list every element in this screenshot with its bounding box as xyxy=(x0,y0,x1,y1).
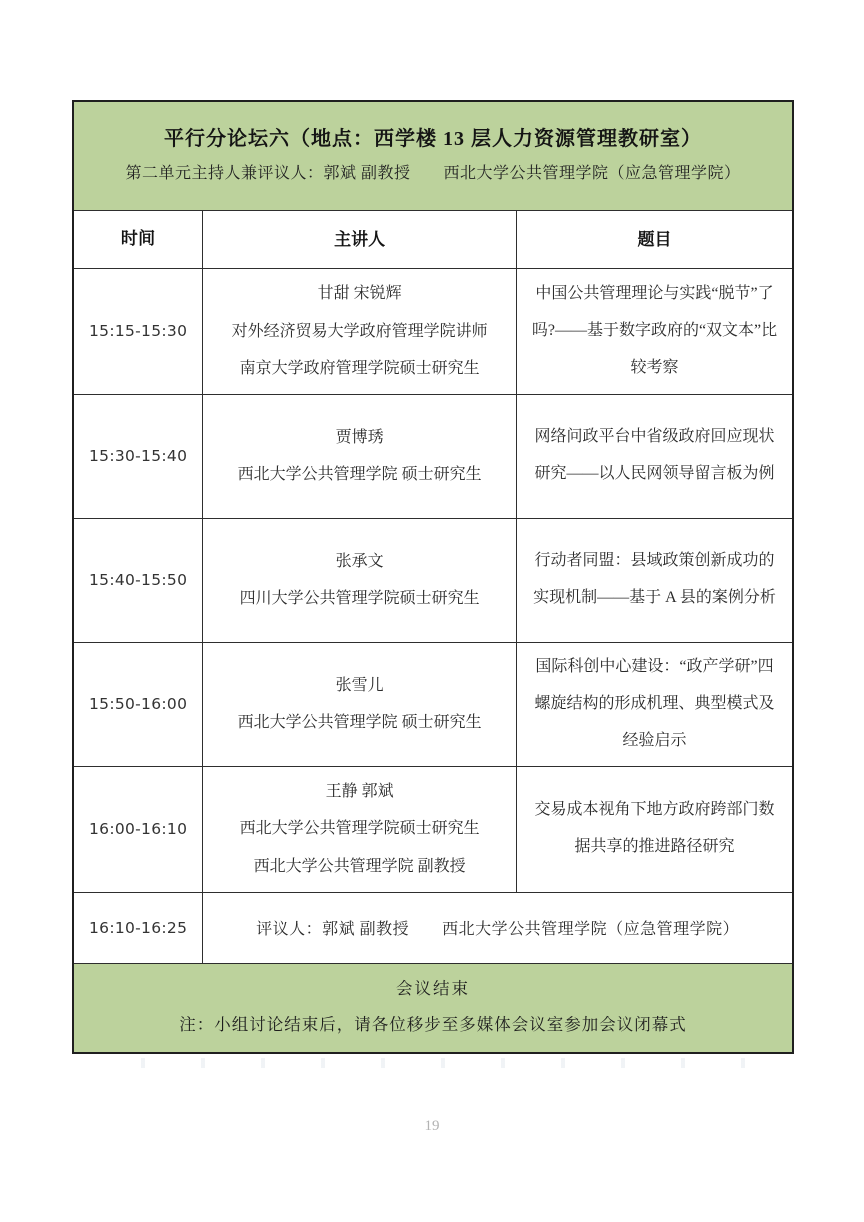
forum-title: 平行分论坛六（地点：西学楼 13 层人力资源管理教研室） xyxy=(164,128,702,150)
forum-schedule-table xyxy=(72,100,794,1054)
column-header-time: 时间 xyxy=(74,211,203,268)
table-row xyxy=(74,766,792,892)
time-cell: 16:00-16:10 xyxy=(74,767,203,892)
time-cell: 15:40-15:50 xyxy=(74,519,203,642)
table-row xyxy=(74,518,792,642)
time-cell: 15:30-15:40 xyxy=(74,395,203,518)
time-cell: 16:10-16:25 xyxy=(74,893,203,963)
speaker-line: 张雪儿 xyxy=(335,676,384,694)
speaker-line: 甘甜 宋锐辉 xyxy=(317,285,402,302)
column-header-speaker: 主讲人 xyxy=(203,211,517,268)
reviewer-cell: 评议人：郭斌 副教授 西北大学公共管理学院（应急管理学院） xyxy=(256,921,740,939)
speaker-line: 西北大学公共管理学院 副教授 xyxy=(253,857,466,875)
table-row xyxy=(74,394,792,518)
speaker-cell xyxy=(203,767,517,892)
table-body xyxy=(74,268,792,892)
speaker-line: 王静 郭斌 xyxy=(325,782,394,800)
table-row xyxy=(74,268,792,394)
page-number: 19 xyxy=(424,1118,440,1134)
speaker-line: 贾博琇 xyxy=(335,428,384,446)
footer-band xyxy=(74,963,792,1053)
time-cell: 15:50-16:00 xyxy=(74,643,203,766)
forum-host-line: 第二单元主持人兼评议人：郭斌 副教授 西北大学公共管理学院（应急管理学院） xyxy=(125,165,741,182)
topic-cell: 行动者同盟：县域政策创新成功的实现机制——基于 A 县的案例分析 xyxy=(533,552,776,607)
table-row xyxy=(74,642,792,766)
speaker-cell xyxy=(203,519,517,642)
speaker-line: 对外经济贸易大学政府管理学院讲师 xyxy=(231,322,488,340)
scan-artifact-dashes xyxy=(85,1058,785,1068)
time-cell: 15:15-15:30 xyxy=(74,269,203,394)
meeting-end-label: 会议结束 xyxy=(396,978,470,998)
closing-note: 注：小组讨论结束后，请各位移步至多媒体会议室参加会议闭幕式 xyxy=(179,1014,687,1034)
speaker-line: 南京大学政府管理学院硕士研究生 xyxy=(239,360,480,378)
topic-cell: 中国公共管理理论与实践“脱节”了吗?——基于数字政府的“双文本”比较考察 xyxy=(531,285,778,376)
review-row xyxy=(74,892,792,963)
speaker-line: 四川大学公共管理学院硕士研究生 xyxy=(239,590,480,608)
forum-header-band xyxy=(74,102,792,210)
topic-cell: 交易成本视角下地方政府跨部门数据共享的推进路径研究 xyxy=(534,801,775,856)
column-header-topic: 题目 xyxy=(637,230,672,249)
table-header-row xyxy=(74,210,792,268)
speaker-cell xyxy=(203,269,517,394)
speaker-line: 西北大学公共管理学院硕士研究生 xyxy=(239,820,480,838)
speaker-cell xyxy=(203,643,517,766)
speaker-line: 西北大学公共管理学院 硕士研究生 xyxy=(237,714,482,732)
topic-cell: 国际科创中心建设：“政产学研”四螺旋结构的形成机理、典型模式及经验启示 xyxy=(534,658,775,749)
speaker-line: 西北大学公共管理学院 硕士研究生 xyxy=(237,466,482,484)
speaker-line: 张承文 xyxy=(335,552,384,570)
topic-cell: 网络问政平台中省级政府回应现状研究——以人民网领导留言板为例 xyxy=(534,428,775,483)
speaker-cell xyxy=(203,395,517,518)
